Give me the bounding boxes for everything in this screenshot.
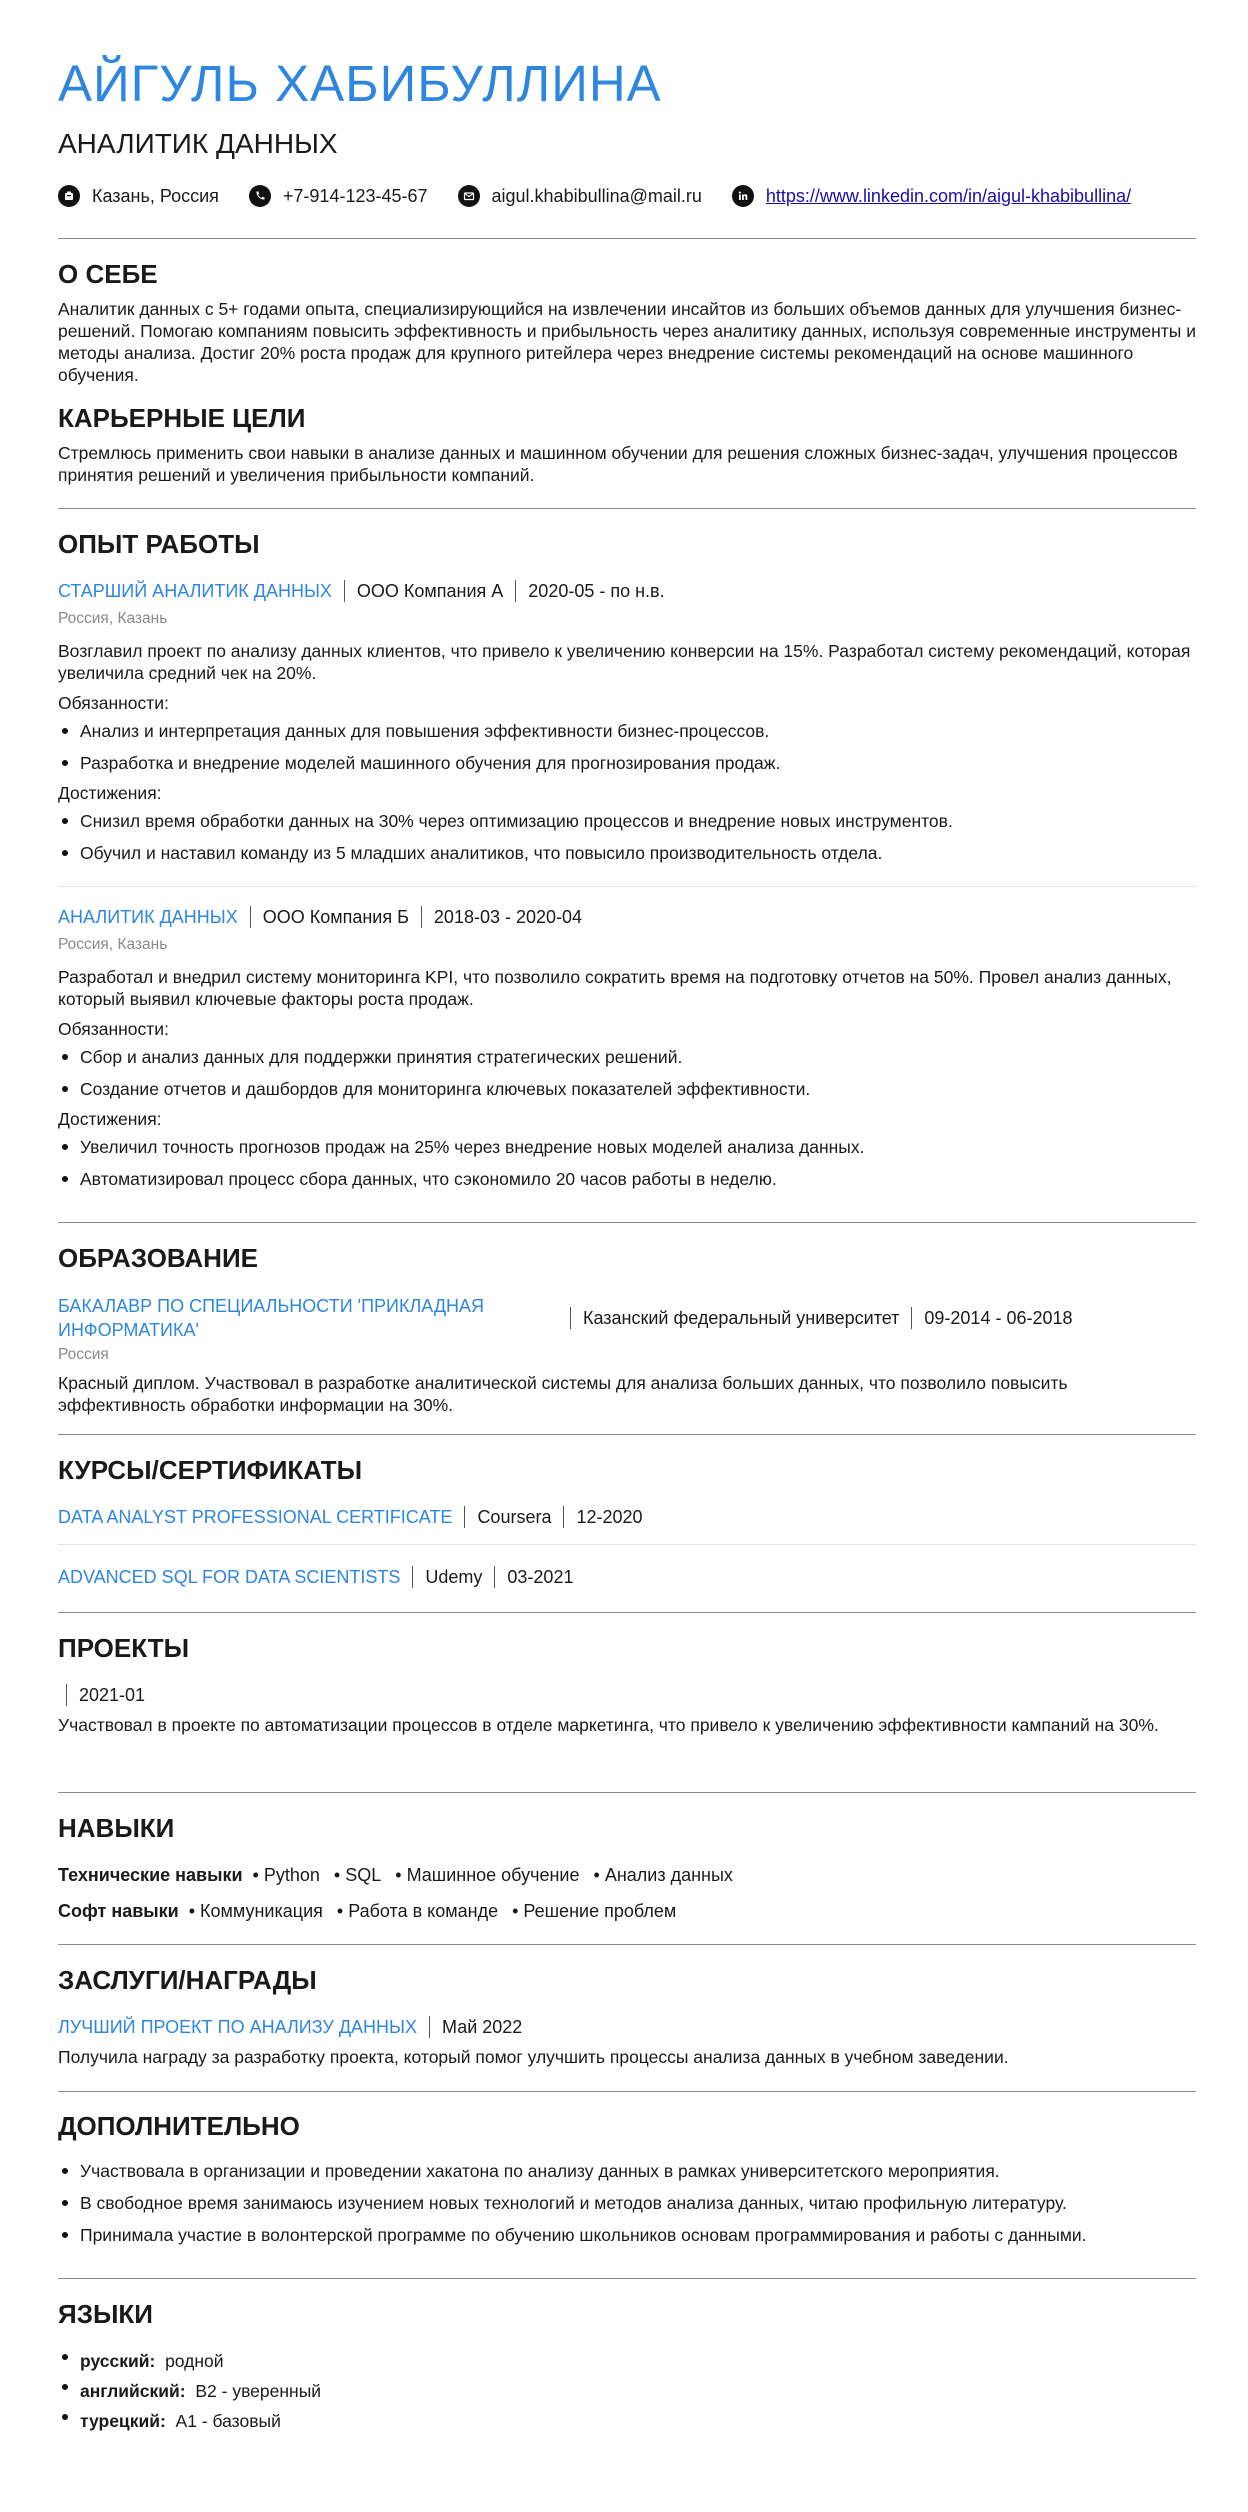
job-location: Россия, Казань (58, 610, 168, 627)
goals-heading: КАРЬЕРНЫЕ ЦЕЛИ (58, 403, 306, 433)
list-item: Участвовала в организации и проведении хакатона по анализу данных в рамках университетского мероприятия. (58, 2160, 1196, 2182)
language-name: английский: (80, 2381, 186, 2401)
award-header (58, 2014, 1196, 2040)
list-item: Принимала участие в волонтерской программе по обучению школьников основам программирования и работы с данными. (58, 2224, 1196, 2246)
about-heading: О СЕБЕ (58, 259, 158, 289)
separator (412, 1566, 413, 1588)
divider (58, 1544, 1196, 1545)
education-heading: ОБРАЗОВАНИЕ (58, 1243, 258, 1273)
phone-text: +7-914-123-45-67 (282, 185, 428, 206)
divider (58, 238, 1196, 239)
linkedin-icon (732, 185, 754, 207)
separator (250, 906, 251, 928)
job-location: Россия, Казань (58, 936, 168, 953)
language-name: турецкий: (80, 2411, 166, 2431)
languages-list (58, 2346, 1196, 2436)
achievements-list (58, 1136, 1196, 1190)
experience-heading: ОПЫТ РАБОТЫ (58, 529, 260, 559)
language-level: родной (165, 2351, 224, 2371)
language-level: A1 - базовый (175, 2411, 281, 2431)
duties-list (58, 720, 1196, 774)
divider (58, 508, 1196, 509)
separator (494, 1566, 495, 1588)
location-text: Казань, Россия (92, 185, 219, 206)
contact-location (58, 185, 219, 207)
course-provider: Coursera (477, 1507, 552, 1527)
additional-section (58, 2110, 1196, 2246)
additional-list (58, 2160, 1196, 2246)
divider (58, 1612, 1196, 1613)
skill-item: • SQL (334, 1862, 381, 1888)
list-item: Увеличил точность прогнозов продаж на 25% через внедрение новых моделей анализа данных. (58, 1136, 1196, 1158)
job-header (58, 578, 1196, 604)
duties-label: Обязанности: (58, 1019, 169, 1039)
list-item: Анализ и интерпретация данных для повышения эффективности бизнес-процессов. (58, 720, 1196, 742)
award-date: Май 2022 (442, 2017, 523, 2037)
achievements-list (58, 810, 1196, 864)
projects-section (58, 1632, 1196, 1736)
education-header (58, 1294, 1196, 1342)
list-item: Создание отчетов и дашбордов для мониторинга ключевых показателей эффективности. (58, 1078, 1196, 1100)
skill-item: • Машинное обучение (395, 1862, 579, 1888)
skill-item: • Работа в команде (337, 1898, 498, 1924)
education-section (58, 1242, 1196, 1416)
language-item (58, 2406, 1196, 2436)
language-level: B2 - уверенный (195, 2381, 322, 2401)
projects-heading: ПРОЕКТЫ (58, 1633, 190, 1663)
course-name: ADVANCED SQL FOR DATA SCIENTISTS (58, 1567, 401, 1587)
job-company: ООО Компания А (356, 581, 504, 601)
list-item: Автоматизировал процесс сбора данных, что сэкономило 20 часов работы в неделю. (58, 1168, 1196, 1190)
languages-section (58, 2298, 1196, 2436)
divider (58, 1792, 1196, 1793)
languages-heading: ЯЗЫКИ (58, 2299, 153, 2329)
job-dates: 2020-05 - по н.в. (528, 581, 665, 601)
awards-heading: ЗАСЛУГИ/НАГРАДЫ (58, 1965, 317, 1995)
project-text: Участвовал в проекте по автоматизации процессов в отделе маркетинга, что привело к увеличению эффективности кампаний на 30%. (58, 1715, 1159, 1735)
job-position: АНАЛИТИК ДАННЫХ (58, 907, 238, 927)
separator (570, 1307, 571, 1329)
project-date: 2021-01 (79, 1685, 146, 1705)
language-item (58, 2376, 1196, 2406)
award-text: Получила награду за разработку проекта, который помог улучшить процессы анализа данных в учебном заведении. (58, 2047, 1009, 2067)
soft-skills-row (58, 1898, 1196, 1924)
skill-item: • Python (253, 1862, 320, 1888)
technical-skills-label: Технические навыки (58, 1865, 243, 1885)
goals-section (58, 402, 1196, 486)
course-date: 03-2021 (507, 1567, 574, 1587)
job-company: ООО Компания Б (262, 907, 409, 927)
awards-section (58, 1964, 1196, 2068)
course-name: DATA ANALYST PROFESSIONAL CERTIFICATE (58, 1507, 453, 1527)
skill-item: • Решение проблем (512, 1898, 676, 1924)
phone-icon (249, 185, 271, 207)
separator (464, 1506, 465, 1528)
duties-label: Обязанности: (58, 693, 169, 713)
divider (58, 1434, 1196, 1435)
list-item: Снизил время обработки данных на 30% через оптимизацию процессов и внедрение новых инструментов. (58, 810, 1196, 832)
separator (421, 906, 422, 928)
course-item (58, 1504, 1196, 1530)
job-entry (58, 578, 1196, 864)
about-text: Аналитик данных с 5+ годами опыта, специализирующийся на извлечении инсайтов из больших объемов данных для улучшения бизнес-решений. Помогаю компаниям повысить эффективность и прибыльность через аналитику данных, используя современные инструменты и методы анализа. Достиг 20% роста продаж для крупного ритейлера через внедрение системы рекомендаций на основе машинного обучения. (58, 299, 1197, 385)
skill-item: • Анализ данных (594, 1862, 733, 1888)
job-title: АНАЛИТИК ДАННЫХ (58, 128, 338, 159)
degree (58, 1294, 558, 1342)
job-entry (58, 904, 1196, 1190)
duties-list (58, 1046, 1196, 1100)
education-text: Красный диплом. Участвовал в разработке аналитической системы для анализа больших данных, что позволило повысить эффективность обработки информации на 30%. (58, 1373, 1068, 1415)
technical-skills-row (58, 1862, 1196, 1888)
separator (563, 1506, 564, 1528)
email-icon (458, 185, 480, 207)
course-provider: Udemy (425, 1567, 483, 1587)
list-item: Сбор и анализ данных для поддержки принятия стратегических решений. (58, 1046, 1196, 1068)
award-title: ЛУЧШИЙ ПРОЕКТ ПО АНАЛИЗУ ДАННЫХ (58, 2017, 417, 2037)
divider (58, 1222, 1196, 1223)
skills-heading: НАВЫКИ (58, 1813, 175, 1843)
language-item (58, 2346, 1196, 2376)
separator (66, 1684, 67, 1706)
courses-heading: КУРСЫ/СЕРТИФИКАТЫ (58, 1455, 363, 1485)
courses-section (58, 1454, 1196, 1530)
project-header (58, 1682, 1196, 1708)
divider (58, 1944, 1196, 1945)
education-location: Россия (58, 1346, 109, 1363)
list-item: Обучил и наставил команду из 5 младших аналитиков, что повысило производительность отдела. (58, 842, 1196, 864)
achievements-label: Достижения: (58, 1109, 162, 1129)
achievements-label: Достижения: (58, 783, 162, 803)
experience-section (58, 528, 1196, 560)
language-name: русский: (80, 2351, 156, 2371)
email-text: aigul.khabibullina@mail.ru (491, 185, 702, 206)
separator (429, 2016, 430, 2038)
divider (58, 2278, 1196, 2279)
separator (911, 1307, 912, 1329)
skills-section (58, 1812, 1196, 1924)
job-summary: Возглавил проект по анализу данных клиентов, что привело к увеличению конверсии на 15%. Разработал систему рекомендаций, которая увеличила средний чек на 20%. (58, 641, 1191, 683)
degree-line: БАКАЛАВР ПО СПЕЦИАЛЬНОСТИ 'ПРИКЛАДНАЯ (58, 1296, 485, 1316)
candidate-name: АЙГУЛЬ ХАБИБУЛЛИНА (58, 55, 662, 112)
contact-linkedin[interactable] (732, 185, 1131, 207)
education-dates: 09-2014 - 06-2018 (924, 1307, 1073, 1328)
about-section (58, 258, 1196, 386)
job-position: СТАРШИЙ АНАЛИТИК ДАННЫХ (58, 581, 332, 601)
soft-skills-label: Софт навыки (58, 1901, 179, 1921)
institution: Казанский федеральный университет (583, 1307, 900, 1328)
additional-heading: ДОПОЛНИТЕЛЬНО (58, 2111, 300, 2141)
divider (58, 886, 1196, 887)
job-dates: 2018-03 - 2020-04 (433, 907, 583, 927)
course-item (58, 1564, 1196, 1590)
contact-phone[interactable] (249, 185, 428, 207)
contacts-row (58, 182, 1196, 210)
course-date: 12-2020 (576, 1507, 643, 1527)
header (58, 52, 1196, 210)
skill-item: • Коммуникация (189, 1898, 323, 1924)
separator (515, 580, 516, 602)
course-item-wrap (58, 1564, 1196, 1590)
degree-line: ИНФОРМАТИКА' (58, 1320, 199, 1340)
linkedin-link[interactable]: https://www.linkedin.com/in/aigul-khabibullina/ (765, 185, 1132, 206)
contact-email[interactable] (458, 185, 702, 207)
divider (58, 2091, 1196, 2092)
list-item: В свободное время занимаюсь изучением новых технологий и методов анализа данных, читаю профильную литературу. (58, 2192, 1196, 2214)
goals-text: Стремлюсь применить свои навыки в анализе данных и машинном обучении для решения сложных бизнес-задач, улучшения процессов принятия решений и увеличения прибыльности компаний. (58, 443, 1178, 485)
job-header (58, 904, 1196, 930)
job-summary: Разработал и внедрил систему мониторинга KPI, что позволило сократить время на подготовку отчетов на 50%. Провел анализ данных, который выявил ключевые факторы роста продаж. (58, 967, 1172, 1009)
separator (344, 580, 345, 602)
location-icon (58, 185, 80, 207)
list-item: Разработка и внедрение моделей машинного обучения для прогнозирования продаж. (58, 752, 1196, 774)
